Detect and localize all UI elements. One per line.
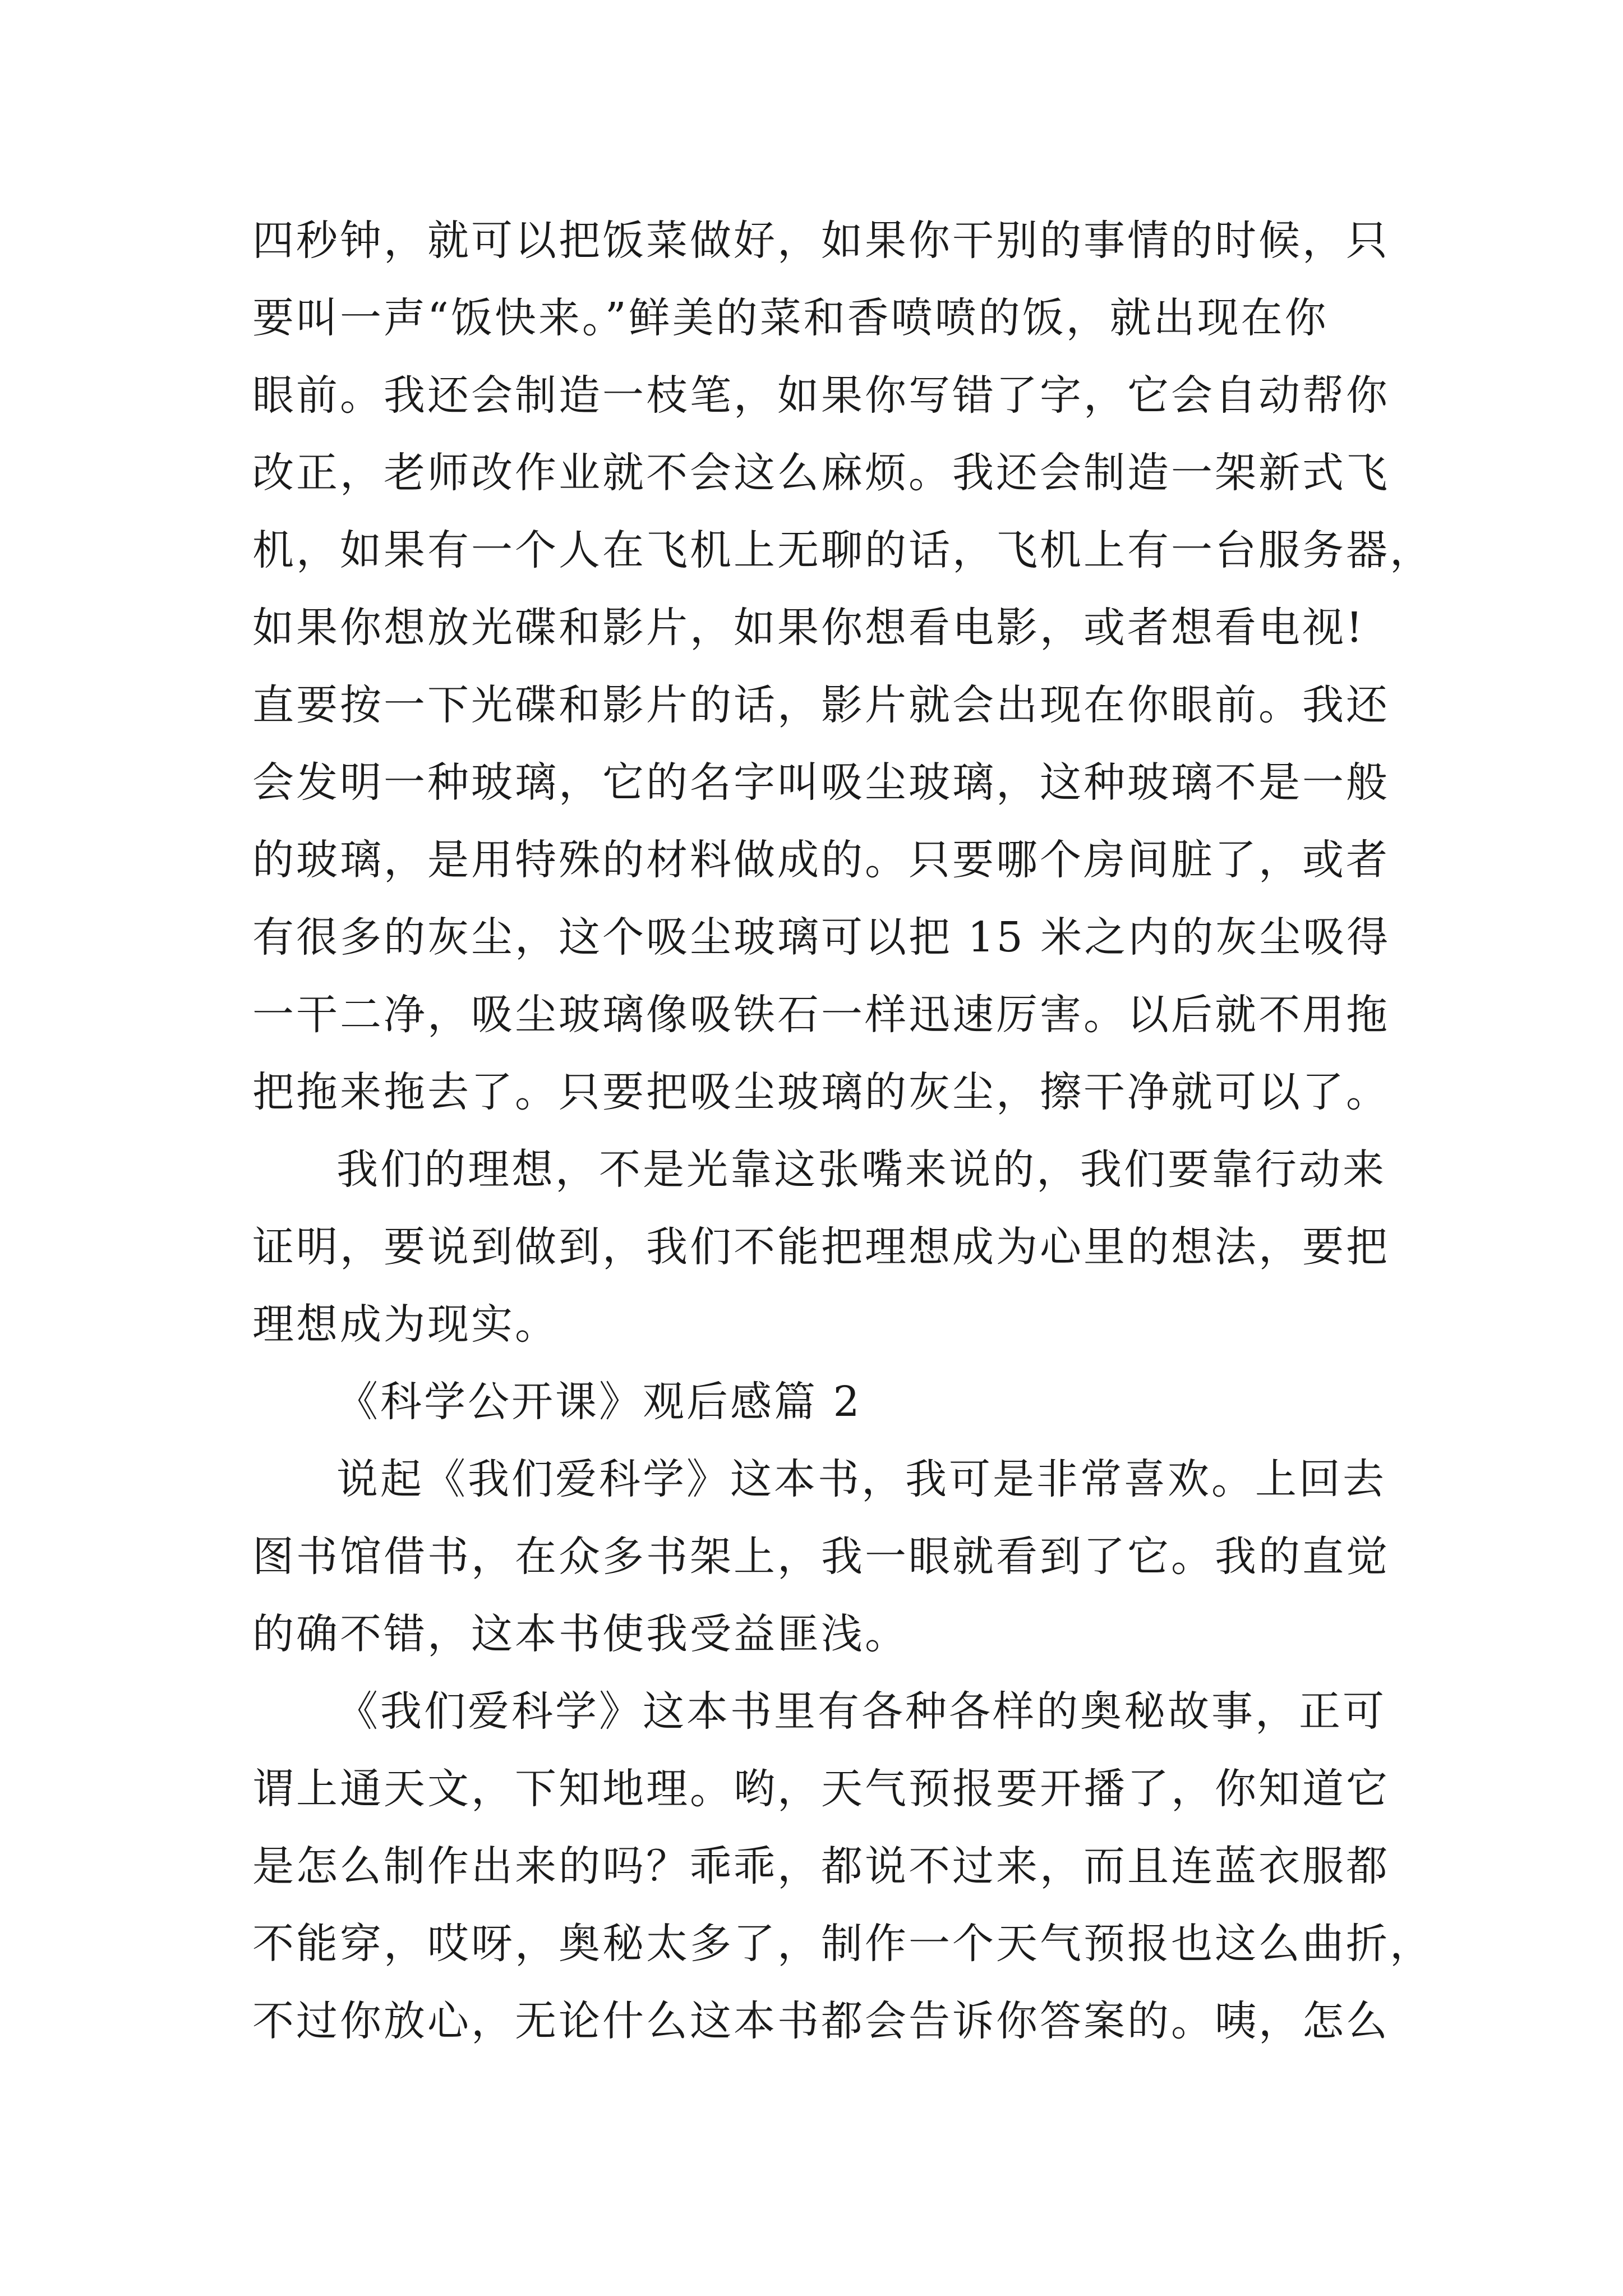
text-line: 是怎么制作出来的吗？乖乖，都说不过来，而且连蓝衣服都 (252, 1842, 1390, 1890)
text-line: 的玻璃，是用特殊的材料做成的。只要哪个房间脏了，或者 (252, 836, 1390, 884)
text-line: 如果你想放光碟和影片，如果你想看电影，或者想看电视! (252, 604, 1365, 652)
paragraph-first-line: 《科学公开课》观后感篇 2 (336, 1378, 862, 1426)
document-body (252, 202, 1433, 2060)
text-line: 把拖来拖去了。只要把吸尘玻璃的灰尘，擦干净就可以了。 (252, 1068, 1390, 1116)
text-line: 不过你放心，无论什么这本书都会告诉你答案的。咦，怎么 (252, 1997, 1390, 2045)
text-line: 改正，老师改作业就不会这么麻烦。我还会制造一架新式飞 (252, 449, 1390, 497)
text-line: 谓上通天文，下知地理。哟，天气预报要开播了，你知道它 (252, 1765, 1390, 1813)
text-line: 一干二净，吸尘玻璃像吸铁石一样迅速厉害。以后就不用拖 (252, 991, 1390, 1039)
text-line: 证明，要说到做到，我们不能把理想成为心里的想法，要把 (252, 1223, 1390, 1271)
text-line: 四秒钟，就可以把饭菜做好，如果你干别的事情的时候，只 (252, 217, 1390, 265)
text-line: 有很多的灰尘，这个吸尘玻璃可以把 15 米之内的灰尘吸得 (252, 913, 1391, 961)
paragraph-first-line: 我们的理想，不是光靠这张嘴来说的，我们要靠行动来 (336, 1145, 1386, 1194)
text-line: 要叫一声“饭快来。”鲜美的菜和香喷喷的饭，就出现在你 (252, 294, 1329, 342)
text-line: 图书馆借书，在众多书架上，我一眼就看到了它。我的直觉 (252, 1533, 1390, 1581)
text-line: 眼前。我还会制造一枝笔，如果你写错了字，它会自动帮你 (252, 371, 1390, 420)
paragraph-first-line: 说起《我们爱科学》这本书，我可是非常喜欢。上回去 (336, 1455, 1386, 1503)
text-line: 机，如果有一个人在飞机上无聊的话，飞机上有一台服务器， (252, 526, 1433, 574)
text-line: 会发明一种玻璃，它的名字叫吸尘玻璃，这种玻璃不是一般 (252, 758, 1390, 807)
text-line: 理想成为现实。 (252, 1300, 559, 1349)
text-line: 不能穿，哎呀，奥秘太多了，制作一个天气预报也这么曲折， (252, 1920, 1433, 1968)
paragraph-first-line: 《我们爱科学》这本书里有各种各样的奥秘故事，正可 (336, 1687, 1386, 1736)
text-line: 的确不错，这本书使我受益匪浅。 (252, 1610, 909, 1658)
text-line: 直要按一下光碟和影片的话，影片就会出现在你眼前。我还 (252, 681, 1390, 729)
